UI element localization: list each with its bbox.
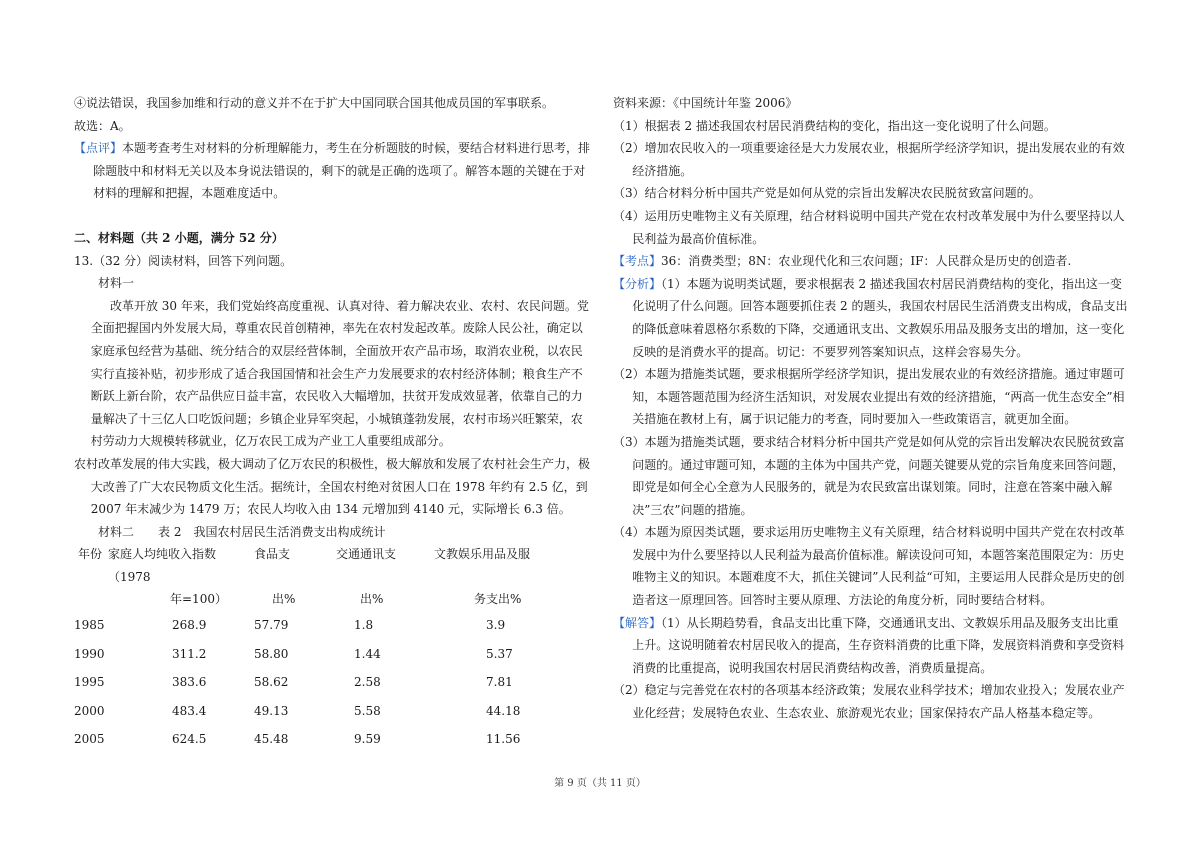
header-income-index: 家庭人均纯收入指数（1978 xyxy=(108,547,217,584)
table-header-row-2 xyxy=(74,588,594,611)
table-row xyxy=(74,725,594,754)
cell-food: 49.13 xyxy=(254,703,289,718)
jieda-text-1: （1）从长期趋势看，食品支出比重下降，交通通讯支出、文教娱乐用品及服务支出比重上升。这说明随着农村居民收入的提高，生存资料消费的比重下降，发展资料消费和享受资料消费的比重提高，说明我国农村居民消费结构改善，消费质量提高。 xyxy=(632,615,1125,675)
kaodian-tag: 【考点】 xyxy=(613,254,662,269)
material-1-paragraph-1: 改革开放 30 年来，我们党始终高度重视、认真对待、着力解决农业、农村、农民问题。党全面把握国内外发展大局，尊重农民首创精神，率先在农村发起改革。废除人民公社，确定以家庭承包经营为基础、统分结合的双层经营体制，全面放开农产品市场，取消农业税，以农民实行直接补贴，初步形成了适合我国国情和社会生产力发展要求的农村经济体制；粮食生产不断跃上新台阶，农产品供应日益丰富，农民收入大幅增加，扶贫开发成效显著，依靠自己的力量解决了十三亿人口吃饭问题；乡镇企业异军突起，小城镇蓬勃发展，农村市场兴旺繁荣，农村劳动力大规模转移就业，亿万农民工成为产业工人重要组成部分。 xyxy=(90,298,589,449)
cell-income: 268.9 xyxy=(172,618,207,633)
cell-culture: 5.37 xyxy=(486,646,513,661)
cell-year: 2000 xyxy=(74,703,105,718)
data-source: 资料来源：《中国统计年鉴 2006》 xyxy=(613,96,798,110)
fenxi-paragraph-2: （2）本题为措施类试题，要求根据所学经济学知识，提出发展农业的有效经济措施。通过审题可知，本题答题范围为经济生活知识，对发展农业提出有效的经济措施，“两高一优生态安全”相关措施在教材上有，属于识记能力的考查，同时要加入一些政策语言，就更加全面。 xyxy=(613,367,1125,427)
header-culture: 文教娱乐用品及服 xyxy=(434,547,531,562)
jieda-tag: 【解答】 xyxy=(613,615,662,630)
cell-culture: 44.18 xyxy=(486,703,521,718)
cell-transport: 9.59 xyxy=(354,732,381,747)
item-4-text: ④说法错误，我国参加维和行动的意义并不在于扩大中国同联合国其他成员国的军事联系。 xyxy=(74,96,555,110)
page-footer: 第 9 页（共 11 页） xyxy=(554,778,646,789)
jieda-paragraph-2: （2）稳定与完善党在农村的各项基本经济政策；发展农业科学技术；增加农业投入；发展农业产业化经营；发展特色农业、生态农业、旅游观光农业；国家保持农产品人格基本稳定等。 xyxy=(613,683,1125,721)
table-header-row-1 xyxy=(74,543,594,588)
sub-question-4: （4）运用历史唯物主义有关原理，结合材料说明中国共产党在农村改革发展中为什么要坚持以人民利益为最高价值标准。 xyxy=(613,208,1125,246)
left-column xyxy=(74,92,594,754)
table-caption: 材料二 表 2 我国农村居民生活消费支出构成统计 xyxy=(98,524,386,539)
comment-tag: 【点评】 xyxy=(74,141,123,156)
cell-year: 1995 xyxy=(74,675,105,690)
cell-transport: 1.44 xyxy=(354,646,381,661)
cell-food: 57.79 xyxy=(254,618,289,633)
consumption-table xyxy=(74,543,594,754)
cell-year: 1990 xyxy=(74,646,105,661)
cell-food: 45.48 xyxy=(254,732,289,747)
cell-year: 1985 xyxy=(74,618,105,633)
table-row xyxy=(74,697,594,726)
header-food-2: 出% xyxy=(272,592,296,607)
sub-question-2: （2）增加农民收入的一项重要途径是大力发展农业，根据所学经济学知识，提出发展农业的有效经济措施。 xyxy=(613,141,1125,178)
cell-culture: 7.81 xyxy=(486,675,513,690)
cell-transport: 1.8 xyxy=(354,618,374,633)
header-year: 年份 xyxy=(78,547,103,562)
right-column xyxy=(613,92,1129,725)
answer-text: 故选：A。 xyxy=(74,118,131,133)
cell-year: 2005 xyxy=(74,732,105,747)
kaodian-paragraph xyxy=(613,250,1129,273)
header-food: 食品支 xyxy=(254,547,291,562)
cell-food: 58.62 xyxy=(254,675,289,690)
cell-food: 58.80 xyxy=(254,646,289,661)
header-culture-2: 务支出% xyxy=(474,592,522,607)
fenxi-text-1: （1）本题为说明类试题，要求根据表 2 描述我国农村居民消费结构的变化，指出这一变化说明了什么问题。回答本题要抓住表 2 的题头，我国农村居民生活消费支出构成，食品支出的降低意味着恩格尔系数的下降，交通通讯支出、文教娱乐用品及服务支出的增加，这一变化反映的是消费水平的提高。切记：不要罗列答案知识点，这样会容易失分。 xyxy=(632,276,1128,359)
material-1-label: 材料一 xyxy=(98,276,135,291)
cell-transport: 2.58 xyxy=(354,675,381,690)
sub-question-1: （1）根据表 2 描述我国农村居民消费结构的变化，指出这一变化说明了什么问题。 xyxy=(613,118,1056,133)
cell-culture: 11.56 xyxy=(486,732,521,747)
section-heading: 二、材料题（共 2 小题，满分 52 分） xyxy=(74,230,284,245)
cell-income: 483.4 xyxy=(172,703,207,718)
fenxi-paragraph-1 xyxy=(613,273,1129,363)
sub-question-3: （3）结合材料分析中国共产党是如何从党的宗旨出发解决农民脱贫致富问题的。 xyxy=(613,186,1041,201)
jieda-paragraph-1 xyxy=(613,612,1129,680)
table-row xyxy=(74,611,594,640)
cell-culture: 3.9 xyxy=(486,618,506,633)
comment-paragraph xyxy=(74,137,594,205)
cell-transport: 5.58 xyxy=(354,703,381,718)
fenxi-tag: 【分析】 xyxy=(613,276,662,291)
material-1-paragraph-2: 农村改革发展的伟大实践，极大调动了亿万农民的积极性，极大解放和发展了农村社会生产力，极大改善了广大农民物质文化生活。据统计，全国农村绝对贫困人口在 1978 年约有 2.5 亿，到 2007 年末减少为 1479 万；农民人均收入由 134 元增加到 4140 元，实际增长 6.3 倍。 xyxy=(74,456,591,517)
header-income-index-2: 年=100） xyxy=(170,592,227,607)
kaodian-text: 36：消费类型；8N：农业现代化和三农问题；IF：人民群众是历史的创造者. xyxy=(661,254,1072,269)
comment-text: 本题考查考生对材料的分析理解能力，考生在分析题肢的时候，要结合材料进行思考，排除题肢中和材料无关以及本身说法错误的，剩下的就是正确的选项了。解答本题的关键在于对材料的理解和把握，本题难度适中。 xyxy=(93,141,591,201)
fenxi-paragraph-3: （3）本题为措施类试题，要求结合材料分析中国共产党是如何从党的宗旨出发解决农民脱贫致富问题的。通过审题可知，本题的主体为中国共产党，问题关键要从党的宗旨角度来回答问题，即党是如何全心全意为人民服务的，就是为农民致富出谋划策。同时，注意在答案中融入解决”三农”问题的措施。 xyxy=(613,434,1125,517)
cell-income: 311.2 xyxy=(172,646,207,661)
header-year-2 xyxy=(74,588,108,611)
header-transport-2: 出% xyxy=(360,592,384,607)
fenxi-paragraph-4: （4）本题为原因类试题，要求运用历史唯物主义有关原理，结合材料说明中国共产党在农村改革发展中为什么要坚持以人民利益为最高价值标准。解读设问可知，本题答案范围限定为：历史唯物主义的知识。本题难度不大，抓住关键词”人民利益“可知，主要运用人民群众是历史的创造者这一原理回答。回答时主要从原理、方法论的角度分析，同时要结合材料。 xyxy=(613,525,1125,608)
table-row xyxy=(74,640,594,669)
cell-income: 624.5 xyxy=(172,732,207,747)
question-13: 13.（32 分）阅读材料，回答下列问题。 xyxy=(74,253,293,268)
table-row xyxy=(74,668,594,697)
cell-income: 383.6 xyxy=(172,675,207,690)
header-transport: 交通通讯支 xyxy=(336,547,397,562)
